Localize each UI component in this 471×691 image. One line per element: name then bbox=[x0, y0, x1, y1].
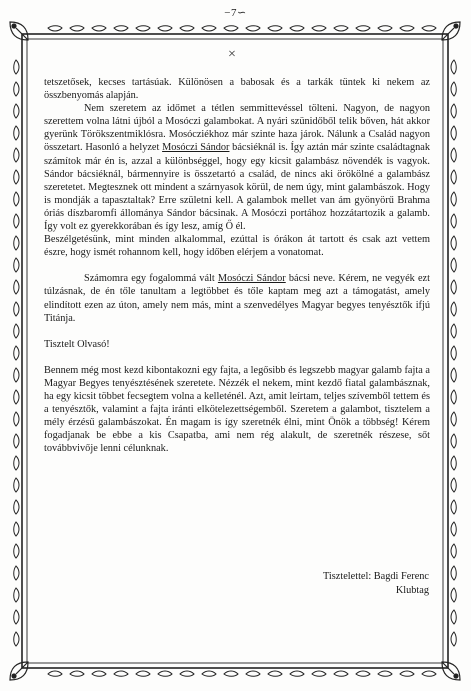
corner-ornament-icon bbox=[442, 22, 460, 40]
page-number: −7∽ bbox=[224, 7, 247, 19]
corner-ornament-icon bbox=[10, 22, 28, 40]
text-run: Nem szeretem az időmet a tétlen semmittevéssel tölteni. Nagyon, de nagyon szerettem volna látni újból a Mosóczi galambokat. A nyári szünidőből telik bőven, hát akkor gyerünk Törökszentmiklósra. Mosócziékhoz már szinte haza járok. Nálunk a Család nagyon összetart. Hasonló a helyzet bbox=[44, 103, 430, 154]
text-run: bácsiéknál is. Így aztán már szinte családtagnak számítok már én is, azzal a különbséggel, hogy egy kicsit galambász növendék is vagyok. Sándor bácsiéknál, bármennyire is összetartó a család, de nincs aki örökölné a galambász szeretetet. Megtesznek ott mindent a szárnyasok körül, de nem úgy, mint galambászok. Hogy is mondják a tapasztaltak? Erre születni kell. A galambok mellet van ám gyönyörű Brahma óriás díszbaromfi állománya Sándor bácsinak. A Mosóczi portához hozzátartozik a galamb. Így volt ez gyerekkorában és így lesz, amíg Ő él. bbox=[44, 142, 431, 233]
paragraph: tetszetősek, kecses tartásúak. Különösen a babosak és a tarkák tüntek ki nekem az összbenyomás alapján. bbox=[44, 77, 430, 102]
handwritten-mark: × bbox=[228, 47, 236, 62]
text-run: bácsi neve. Kérem, ne vegyék ezt túlzásnak, de én tőle tanultam a legtöbbet és tőle kaptam meg azt a támogatást, amely elindított ezen az úton, amely nem más, mint a szenvedélyes Magyar begyes tenyésztők ifjú Titánja. bbox=[44, 273, 430, 324]
paragraph bbox=[44, 102, 430, 233]
corner-ornament-icon bbox=[10, 662, 28, 680]
signature-line: Tisztelettel: Bagdi Ferenc bbox=[322, 571, 429, 582]
corner-ornament-icon bbox=[442, 662, 460, 680]
paragraph: Beszélgetésünk, mint minden alkalommal, ezúttal is órákon át tartott és csak azt vettem észre, hogy ismét rohannom kell, hogy időben elérjem a vonatomat. bbox=[44, 234, 430, 259]
signature-block bbox=[323, 570, 429, 597]
underlined-name: Mosóczi Sándor bbox=[162, 142, 230, 154]
paragraph: Bennem még most kezd kibontakozni egy fajta, a legősibb és legszebb magyar galamb fajta a Magyar Begyes tenyésztésének szeretete. Nézzék el nekem, mint kezdő fiatal galambásznak, ha egy kicsit többet fecsegtem volna a kelleténél. Azt, amit leírtam, teljes szívemből tettem és a tenyésztők, valamint a fajta iránti elkötelezettségemből. Szeretem a galambot, tisztelem a mély érzésű galambászokat. Én magam is így szeretnék élni, mint Önök a többség! Kérem fogadjanak be ebbe a kis Csapatba, ami nem rég alakult, de szeretnék részese, sőt továbbvivője lenni célunknak. bbox=[44, 364, 430, 455]
signature-role: Klubtag bbox=[395, 584, 429, 596]
underlined-name: Mosóczi Sándor bbox=[217, 273, 286, 285]
salutation: Tisztelt Olvasó! bbox=[44, 338, 110, 350]
article-body bbox=[44, 76, 430, 455]
paragraph bbox=[44, 272, 430, 324]
text-run: Számomra egy fogalommá vált bbox=[84, 273, 218, 285]
